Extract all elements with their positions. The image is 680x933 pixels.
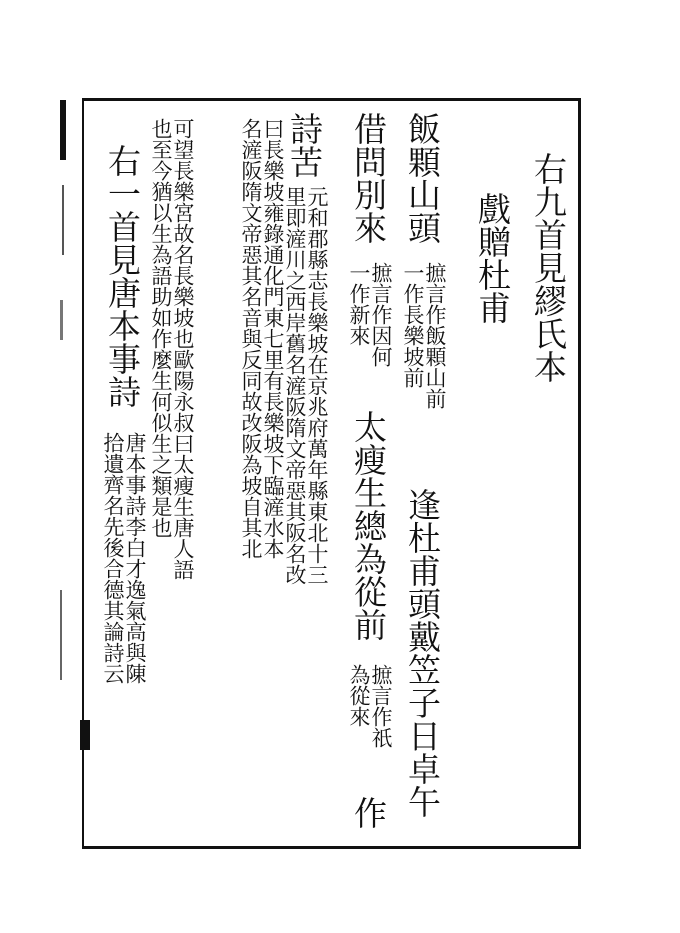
text-column-4-main-2: 太瘦生總為從前 — [349, 410, 388, 641]
annotation-right: 摭言作飯顆山前 — [423, 262, 447, 409]
annotation-block — [102, 432, 146, 684]
annotation-right: 可望長樂宮故名長樂坡也歐陽永叔曰太瘦生唐人語 — [171, 118, 195, 580]
frame-top-border — [82, 98, 580, 101]
text-column-8-main-1: 右一首見唐本事詩 — [103, 144, 142, 408]
fold-margin-page-mark — [80, 720, 90, 750]
text-column-1: 右九首見繆氏本 — [529, 152, 568, 383]
annotation-left: 一作長樂坡前 — [401, 262, 425, 388]
text-column-5-main-1: 詩苦 — [285, 112, 324, 178]
fold-margin-mark — [60, 300, 63, 340]
annotation-left: 名滻阪隋文帝惡其名音與反同故改阪為坡自其北 — [239, 118, 263, 559]
annotation-left: 一作新來 — [347, 262, 371, 346]
annotation-right: 元和郡縣志長樂坡在京兆府萬年縣東北十三 — [305, 186, 329, 585]
frame-bottom-border — [82, 846, 580, 849]
annotation-left: 里即滻川之西岸舊名滻阪隋文帝惡其阪名改 — [283, 186, 307, 585]
annotation-left: 拾遺齊名先後合德其論詩云 — [101, 432, 125, 684]
fold-margin-mark — [60, 590, 62, 680]
text-column-4-main-1: 借問別來 — [349, 112, 388, 244]
annotation-right: 唐本事詩李白才逸氣高與陳 — [123, 432, 147, 684]
annotation-left: 也至今猶以生為語助如作麼生何似生之類是也 — [149, 118, 173, 538]
annotation-block — [284, 186, 328, 585]
annotation-right: 摭言作因何 — [369, 262, 393, 367]
annotation-block — [348, 262, 392, 367]
poem-title: 戲贈杜甫 — [473, 192, 512, 324]
annotation-left: 為從來 — [347, 664, 371, 727]
frame-right-border — [578, 98, 581, 849]
annotation-right: 摭言作祇 — [369, 664, 393, 748]
text-column-3-main-2: 逢杜甫頭戴笠子日卓午 — [403, 488, 442, 818]
text-column-4-main-3: 作 — [349, 796, 388, 829]
annotation-block — [348, 664, 392, 748]
annotation-block — [240, 118, 284, 559]
fold-margin-mark — [62, 185, 64, 255]
text-column-3-main-1: 飯顆山頭 — [403, 112, 442, 244]
annotation-right: 曰長樂坡雍錄通化門東七里有長樂坡下臨滻水本 — [261, 118, 285, 559]
annotation-block — [150, 118, 194, 580]
annotation-block — [402, 262, 446, 409]
fold-margin-mark — [60, 100, 66, 160]
